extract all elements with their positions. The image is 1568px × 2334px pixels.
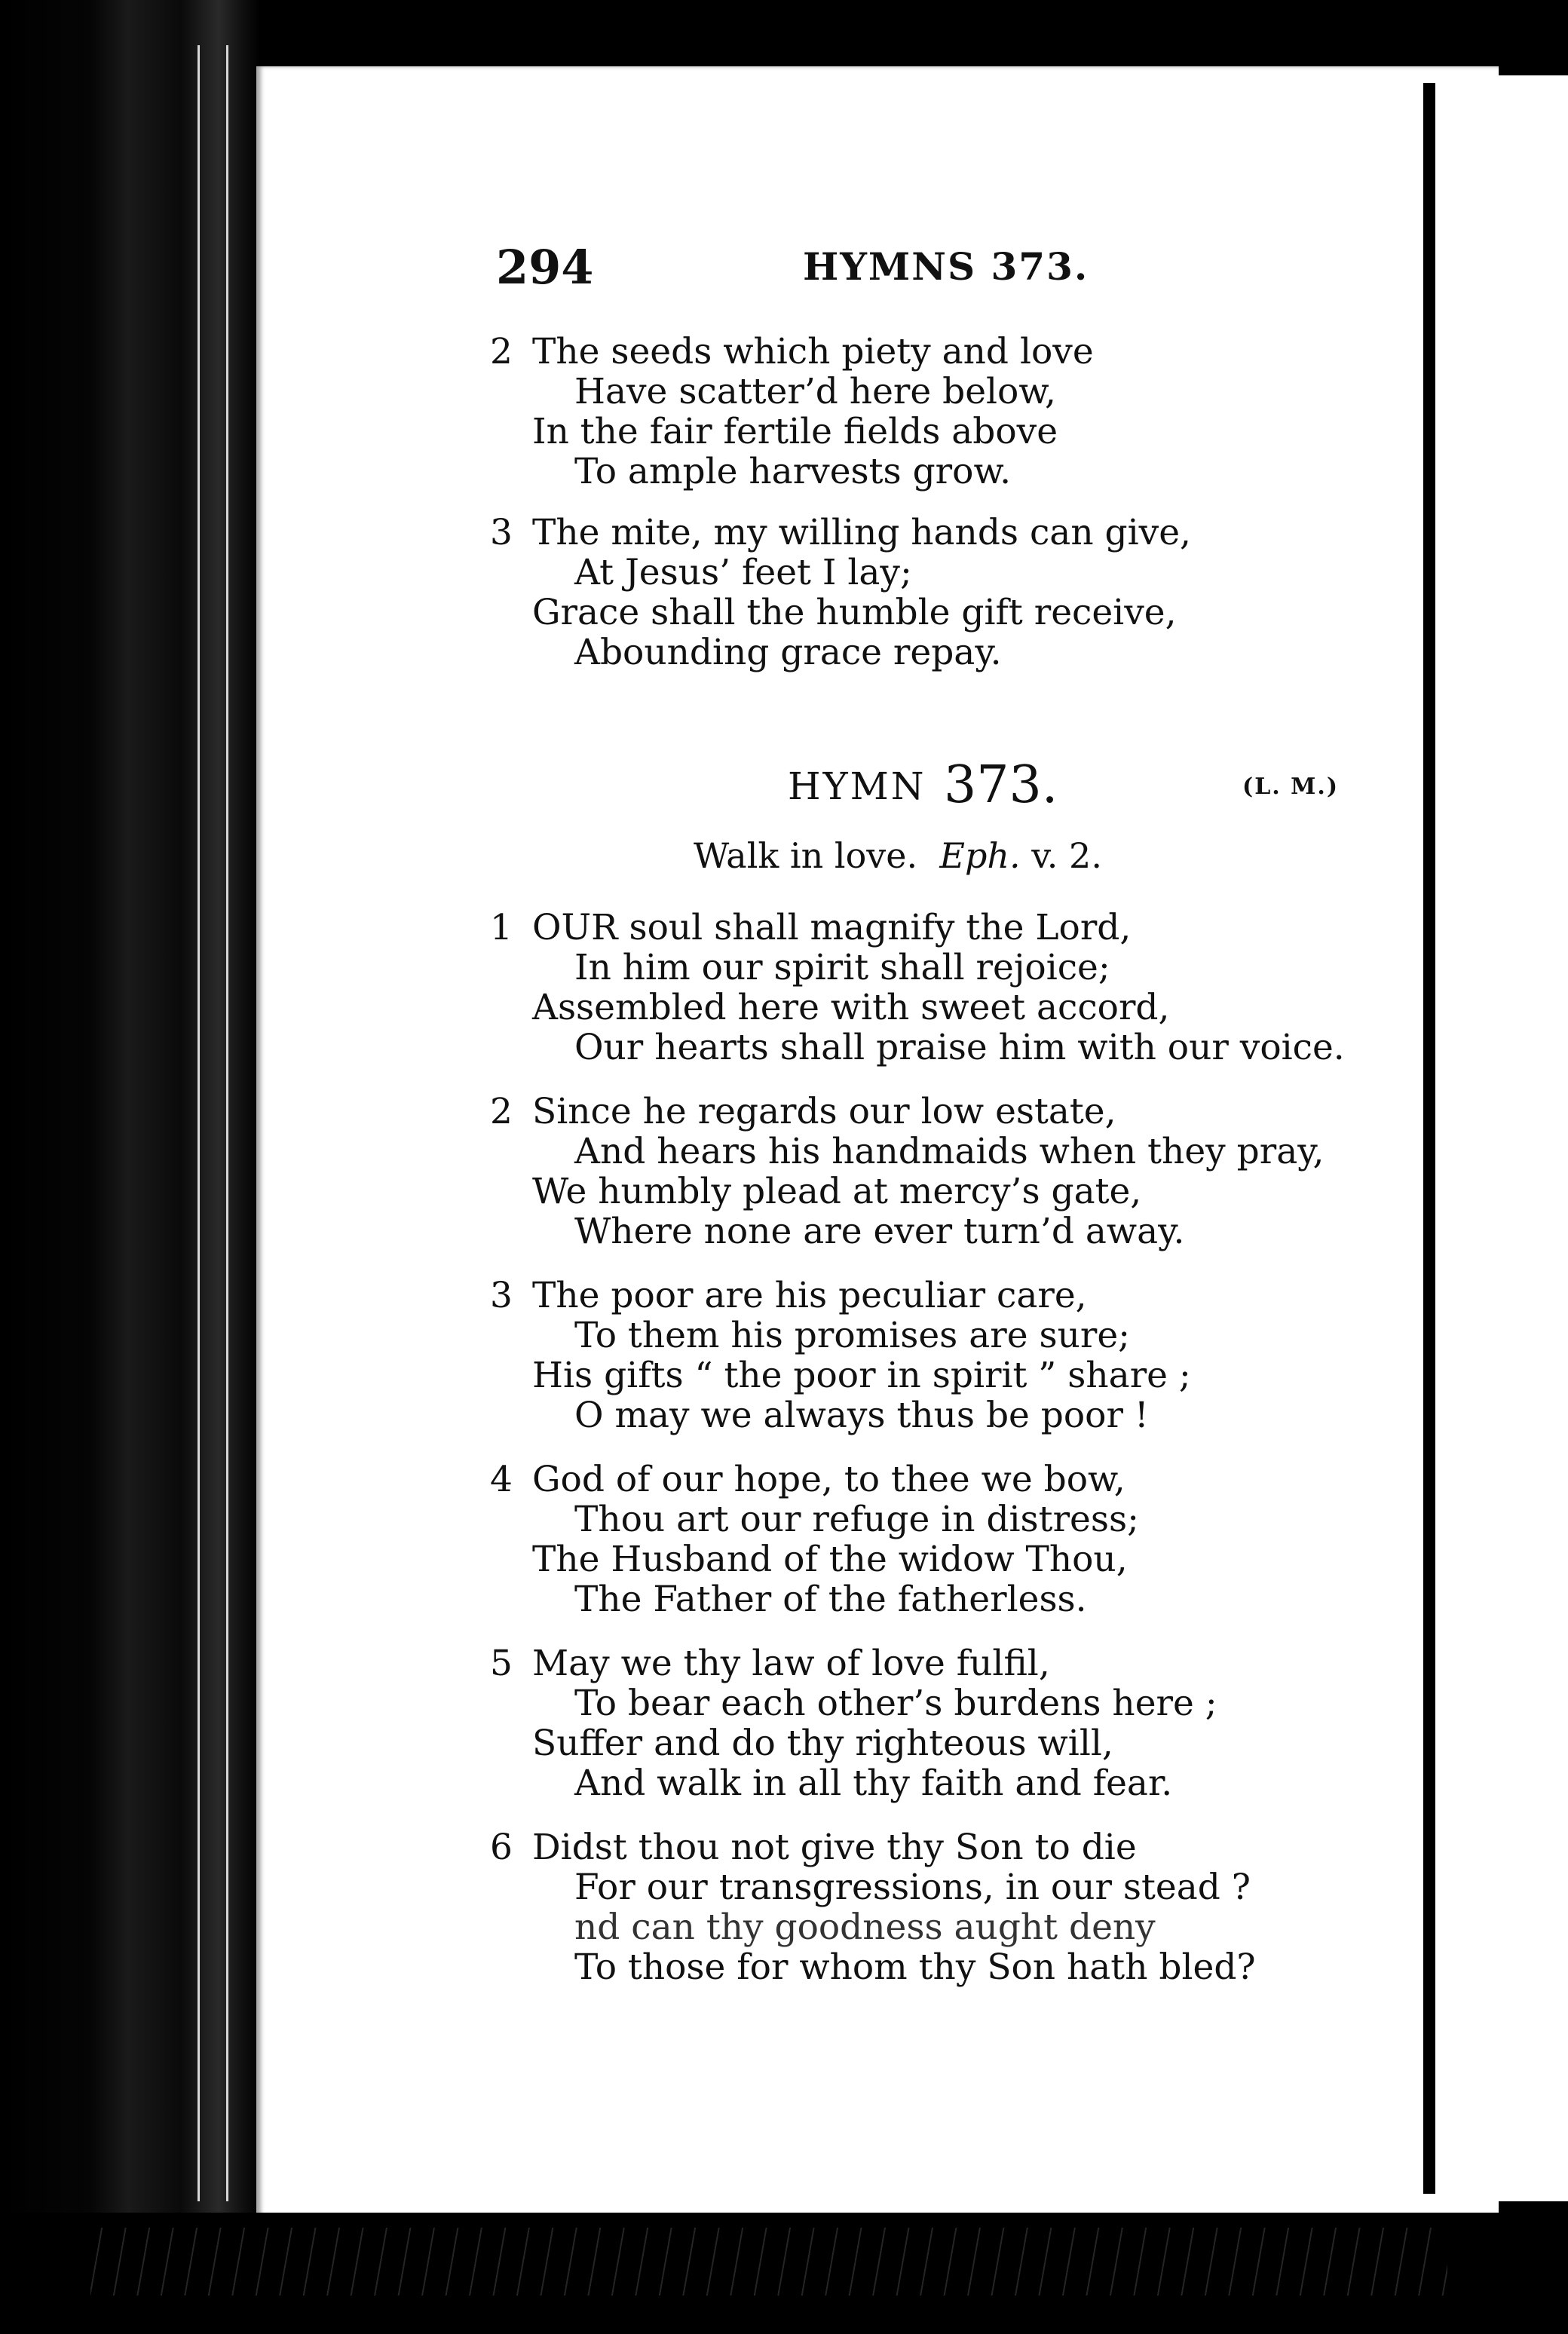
stanza-number: 4: [490, 1459, 513, 1500]
stanza-line: And walk in all thy faith and fear.: [574, 1763, 1173, 1804]
book-binding: [0, 0, 271, 2334]
stanza-line: 2 The seeds which piety and love: [490, 331, 1094, 372]
stanza-line: Have scatter’d here below,: [574, 371, 1056, 412]
page-edge-line: [226, 45, 228, 2201]
hymn-meter: (L. M.): [1242, 773, 1340, 800]
stanza-line: 2 Since he regards our low estate,: [490, 1091, 1116, 1132]
stanza-line: The Father of the fatherless.: [574, 1579, 1087, 1620]
stanza-line: And hears his handmaids when they pray,: [574, 1131, 1325, 1172]
stanza-line: O may we always thus be poor !: [574, 1395, 1149, 1436]
page-number: 294: [496, 240, 594, 295]
stanza-line: 1 OUR soul shall magnify the Lord,: [490, 907, 1132, 948]
scripture-reference: Eph.: [939, 835, 1021, 876]
stanza-line: 4 God of our hope, to thee we bow,: [490, 1459, 1125, 1500]
running-head: [0, 240, 1568, 300]
stanza-number: 3: [490, 1275, 513, 1316]
stanza-line: Abounding grace repay.: [574, 632, 1002, 673]
stanza-line: We humbly plead at mercy’s gate,: [532, 1171, 1142, 1212]
stanza-line: In him our spirit shall rejoice;: [574, 947, 1110, 988]
stanza-line: 6 Didst thou not give thy Son to die: [490, 1827, 1137, 1868]
stanza-3: [490, 1276, 1395, 1435]
stanza-line: The Husband of the widow Thou,: [532, 1539, 1128, 1580]
stanza-line: At Jesus’ feet I lay;: [574, 552, 912, 593]
page-edge-line: [198, 45, 200, 2201]
stanza-line: Assembled here with sweet accord,: [532, 987, 1170, 1028]
stanza-line: To ample harvests grow.: [574, 451, 1012, 492]
stanza-line: For our transgressions, in our stead ?: [574, 1867, 1251, 1908]
running-title: HYMNS 373.: [803, 244, 1089, 289]
stanza-number: 5: [490, 1643, 513, 1684]
facing-page: [1435, 75, 1568, 2201]
hymn-subtitle: Walk in love. Eph. v. 2.: [694, 835, 1102, 876]
page-gutter: [1423, 83, 1435, 2194]
stanza-line: Thou art our refuge in distress;: [574, 1499, 1139, 1540]
stanza-line: Grace shall the humble gift receive,: [532, 592, 1177, 633]
stanza-line: Where none are ever turn’d away.: [574, 1211, 1185, 1252]
stanza-4: [490, 1460, 1395, 1619]
stanza-line: 5 May we thy law of love fulfil,: [490, 1643, 1050, 1684]
stanza-line: To them his promises are sure;: [574, 1315, 1130, 1356]
stanza-line: Our hearts shall praise him with our voice.: [574, 1027, 1345, 1068]
bottom-shadow: [0, 2213, 1568, 2334]
stanza-line: Suffer and do thy righteous will,: [532, 1723, 1113, 1764]
prev-stanza-3: [490, 513, 1395, 672]
stanza-5: [490, 1643, 1395, 1803]
stanza-line: To bear each other’s burdens here ;: [574, 1683, 1217, 1724]
prev-stanza-2: [490, 332, 1395, 492]
hymn-label: HYMN: [788, 764, 926, 808]
stanza-line: 3 The mite, my willing hands can give,: [490, 512, 1191, 553]
stanza-line: In the fair fertile fields above: [532, 411, 1058, 452]
stanza-number: 6: [490, 1827, 513, 1868]
stanza-line: To those for whom thy Son hath bled?: [574, 1947, 1256, 1988]
stanza-line: 3 The poor are his peculiar care,: [490, 1275, 1087, 1316]
stanza-line: His gifts “ the poor in spirit ” share ;: [532, 1355, 1191, 1396]
stanza-number: 2: [490, 1091, 513, 1132]
stanza-number: 3: [490, 512, 513, 553]
stanza-1: [490, 908, 1395, 1067]
stanza-line: nd can thy goodness aught deny: [574, 1907, 1156, 1948]
hymn-number: 373.: [944, 755, 1058, 815]
stanza-2: [490, 1092, 1395, 1251]
hymn-heading: [0, 755, 1568, 816]
stanza-6: [490, 1827, 1395, 1987]
stanza-number: 1: [490, 907, 513, 948]
stanza-number: 2: [490, 331, 513, 372]
